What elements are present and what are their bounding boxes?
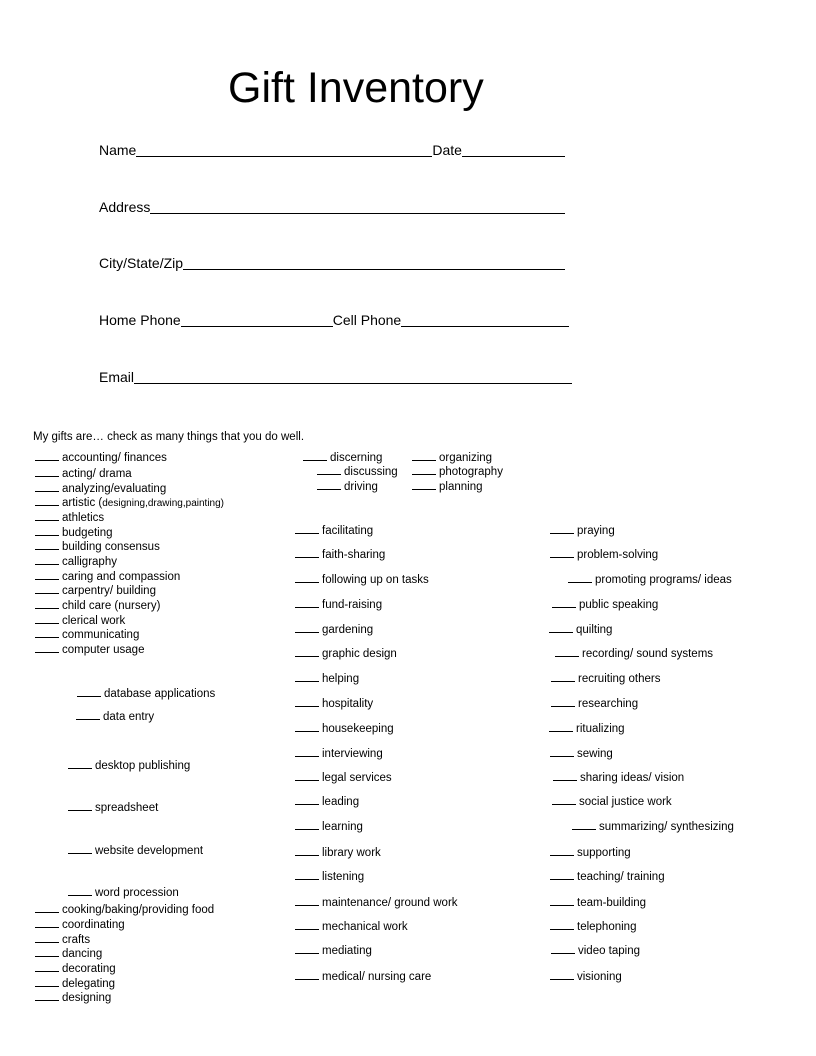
home-phone-label: Home Phone <box>99 312 181 328</box>
list-item[interactable]: gardening <box>295 621 373 637</box>
list-item[interactable]: caring and compassion <box>35 568 180 584</box>
address-label: Address <box>99 199 151 215</box>
list-item[interactable]: video taping <box>551 942 640 958</box>
cell-phone-label: Cell Phone <box>332 312 402 328</box>
list-item[interactable]: visioning <box>550 968 622 984</box>
address-row <box>99 198 565 216</box>
email-label: Email <box>99 369 135 385</box>
list-item[interactable]: delegating <box>35 975 115 991</box>
list-item[interactable]: following up on tasks <box>295 571 429 587</box>
list-item[interactable]: desktop publishing <box>68 757 190 773</box>
list-item[interactable]: discussing <box>317 463 398 479</box>
list-item[interactable]: artistic (designing,drawing,painting) <box>35 494 224 511</box>
list-item[interactable]: learning <box>295 818 363 834</box>
list-item[interactable]: leading <box>295 793 359 809</box>
cell-phone-field[interactable] <box>401 312 569 327</box>
list-item[interactable]: driving <box>317 478 378 494</box>
list-item[interactable]: legal services <box>295 769 392 785</box>
list-item[interactable]: telephoning <box>550 918 636 934</box>
list-item[interactable]: medical/ nursing care <box>295 968 431 984</box>
list-item[interactable]: graphic design <box>295 645 397 661</box>
list-item[interactable]: sewing <box>550 745 613 761</box>
list-item[interactable]: summarizing/ synthesizing <box>572 818 734 834</box>
list-item[interactable]: housekeeping <box>295 720 394 736</box>
list-item[interactable]: building consensus <box>35 538 160 554</box>
list-item[interactable]: recruiting others <box>551 670 660 686</box>
name-field[interactable] <box>136 142 432 157</box>
phone-row <box>99 311 569 329</box>
home-phone-field[interactable] <box>181 312 333 327</box>
list-item[interactable]: faith-sharing <box>295 546 385 562</box>
intro-text: My gifts are… check as many things that you do well. <box>33 431 305 443</box>
city-field[interactable] <box>183 255 565 270</box>
list-item[interactable]: team-building <box>550 894 646 910</box>
list-item[interactable]: acting/ drama <box>35 465 132 481</box>
list-item[interactable]: photography <box>412 463 503 479</box>
email-field[interactable] <box>134 369 572 384</box>
list-item[interactable]: library work <box>295 844 381 860</box>
list-item[interactable]: decorating <box>35 960 116 976</box>
list-item[interactable]: problem-solving <box>550 546 658 562</box>
list-item[interactable]: social justice work <box>552 793 672 809</box>
list-item[interactable]: sharing ideas/ vision <box>553 769 684 785</box>
list-item[interactable]: public speaking <box>552 596 658 612</box>
list-item[interactable]: website development <box>68 842 203 858</box>
list-item[interactable]: discerning <box>303 449 382 465</box>
list-item[interactable]: cooking/baking/providing food <box>35 901 214 917</box>
list-item[interactable]: spreadsheet <box>68 799 158 815</box>
list-item[interactable]: athletics <box>35 509 104 525</box>
list-item[interactable]: calligraphy <box>35 553 117 569</box>
city-row <box>99 254 565 272</box>
list-item[interactable]: ritualizing <box>549 720 625 736</box>
list-item[interactable]: listening <box>295 868 364 884</box>
list-item[interactable]: crafts <box>35 931 90 947</box>
date-label: Date <box>432 142 462 158</box>
list-item[interactable]: mechanical work <box>295 918 408 934</box>
list-item[interactable]: child care (nursery) <box>35 597 160 613</box>
date-field[interactable] <box>462 142 565 157</box>
list-item[interactable]: maintenance/ ground work <box>295 894 458 910</box>
page-title: Gift Inventory <box>228 64 484 112</box>
list-item[interactable]: budgeting <box>35 524 113 540</box>
name-label: Name <box>99 142 137 158</box>
list-item[interactable]: clerical work <box>35 612 125 628</box>
list-item[interactable]: mediating <box>295 942 372 958</box>
list-item[interactable]: database applications <box>77 685 215 701</box>
list-item[interactable]: praying <box>550 522 615 538</box>
list-item[interactable]: hospitality <box>295 695 373 711</box>
name-row <box>99 141 565 159</box>
list-item[interactable]: fund-raising <box>295 596 382 612</box>
list-item[interactable]: designing <box>35 989 111 1005</box>
list-item[interactable]: analyzing/evaluating <box>35 480 166 496</box>
list-item[interactable]: dancing <box>35 945 102 961</box>
list-item[interactable]: accounting/ finances <box>35 449 167 465</box>
list-item[interactable]: interviewing <box>295 745 383 761</box>
list-item[interactable]: quilting <box>549 621 612 637</box>
city-label: City/State/Zip <box>99 255 184 271</box>
list-item[interactable]: recording/ sound systems <box>555 645 713 661</box>
list-item[interactable]: supporting <box>550 844 631 860</box>
list-item[interactable]: promoting programs/ ideas <box>568 571 732 587</box>
list-item[interactable]: carpentry/ building <box>35 582 156 598</box>
list-item[interactable]: computer usage <box>35 641 144 657</box>
list-item[interactable]: word procession <box>68 884 179 900</box>
list-item[interactable]: facilitating <box>295 522 373 538</box>
list-item[interactable]: planning <box>412 478 482 494</box>
address-field[interactable] <box>150 199 565 214</box>
list-item[interactable]: researching <box>551 695 638 711</box>
list-item[interactable]: coordinating <box>35 916 125 932</box>
list-item[interactable]: data entry <box>76 708 154 724</box>
email-row <box>99 368 572 386</box>
list-item[interactable]: organizing <box>412 449 492 465</box>
list-item[interactable]: communicating <box>35 626 139 642</box>
list-item[interactable]: helping <box>295 670 359 686</box>
list-item[interactable]: teaching/ training <box>550 868 665 884</box>
